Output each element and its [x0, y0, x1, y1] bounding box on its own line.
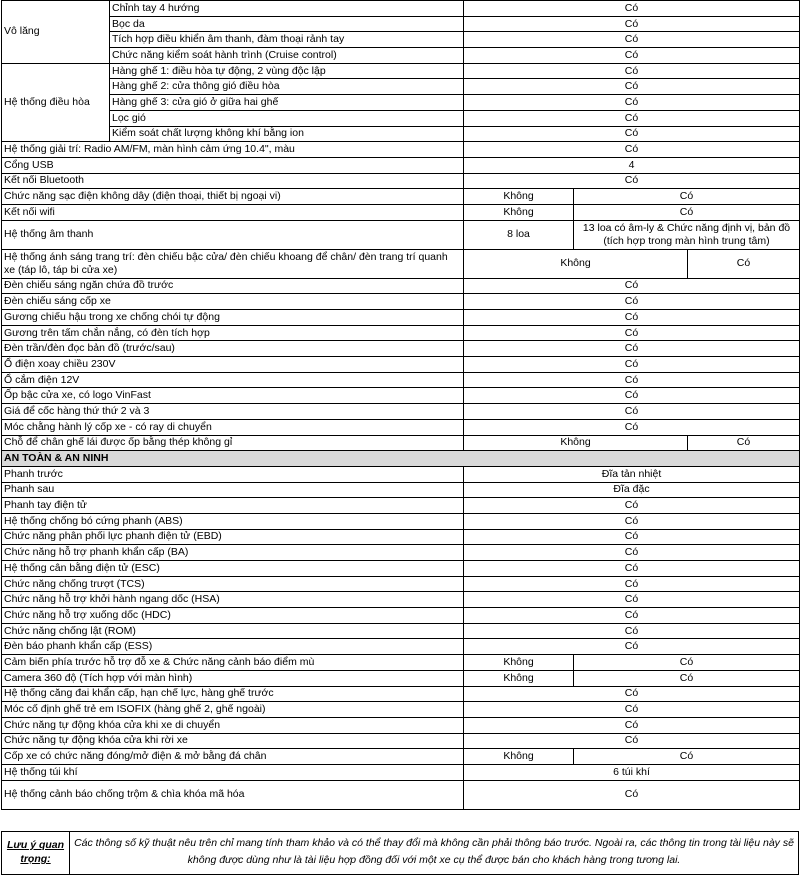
table-row	[2, 482, 800, 498]
table-row	[2, 294, 800, 310]
variant-b-value: 13 loa có âm-ly & Chức năng định vị, bản đồ (tích hợp trong màn hình trung tâm)	[574, 220, 800, 249]
table-row	[2, 404, 800, 420]
feature-label: Hệ thống giải trí: Radio AM/FM, màn hình cảm ứng 10.4", màu	[2, 142, 464, 158]
table-row	[2, 95, 800, 111]
table-row	[2, 16, 800, 32]
feature-value: Có	[464, 294, 800, 310]
table-row	[2, 733, 800, 749]
feature-value: Có	[464, 576, 800, 592]
feature-value: Có	[464, 419, 800, 435]
table-row	[2, 513, 800, 529]
feature-label: Hàng ghế 1: điều hòa tự động, 2 vùng độc lập	[110, 63, 464, 79]
feature-label: Phanh sau	[2, 482, 464, 498]
table-row	[2, 48, 800, 64]
feature-value: Có	[464, 310, 800, 326]
variant-a-value: Không	[464, 670, 574, 686]
table-row	[2, 204, 800, 220]
feature-label: Lọc gió	[110, 110, 464, 126]
feature-label: Camera 360 độ (Tích hợp với màn hình)	[2, 670, 464, 686]
feature-value: Có	[464, 126, 800, 142]
feature-label: Chức năng hỗ trợ xuống dốc (HDC)	[2, 608, 464, 624]
feature-label: Chức năng tự động khóa cửa khi rời xe	[2, 733, 464, 749]
table-row	[2, 419, 800, 435]
table-row	[2, 655, 800, 671]
feature-label: Hệ thống căng đai khẩn cấp, hạn chế lực, hàng ghế trước	[2, 686, 464, 702]
feature-label: Hệ thống cân bằng điện tử (ESC)	[2, 561, 464, 577]
variant-a-value: Không	[464, 249, 688, 278]
feature-value: Có	[464, 16, 800, 32]
table-row	[2, 764, 800, 780]
variant-a-value: Không	[464, 435, 688, 451]
feature-value: Có	[464, 623, 800, 639]
variant-a-value: Không	[464, 189, 574, 205]
table-row	[2, 780, 800, 809]
group-label-aircon: Hệ thống điều hòa	[2, 63, 110, 141]
table-row	[2, 357, 800, 373]
table-row	[2, 341, 800, 357]
feature-label: Móc cố định ghế trẻ em ISOFIX (hàng ghế 2, ghế ngoài)	[2, 702, 464, 718]
table-row	[2, 608, 800, 624]
disclaimer-label: Lưu ý quan trọng:	[2, 832, 70, 874]
feature-label: Hệ thống âm thanh	[2, 220, 464, 249]
feature-value: Có	[464, 173, 800, 189]
feature-label: Chỉnh tay 4 hướng	[110, 1, 464, 17]
variant-a-value: Không	[464, 749, 574, 765]
feature-label: Giá để cốc hàng thứ thứ 2 và 3	[2, 404, 464, 420]
feature-label: Hàng ghế 2: cửa thông gió điều hòa	[110, 79, 464, 95]
table-row	[2, 1, 800, 17]
feature-label: Hệ thống túi khí	[2, 764, 464, 780]
feature-label: Hệ thống chống bó cứng phanh (ABS)	[2, 513, 464, 529]
feature-label: Hệ thống ánh sáng trang trí: đèn chiếu bậc cửa/ đèn chiếu khoang để chân/ đèn trang trí quanh xe (táp lô, táp bi cửa xe)	[2, 249, 464, 278]
disclaimer-text: Các thông số kỹ thuật nêu trên chỉ mang tính tham khảo và có thể thay đổi mà không cần phải thông báo trước. Ngoài ra, các thông tin trong tài liệu này sẽ không được dùng như là tài liệu hợp đồng đối với một xe cụ thể được bán cho khách hàng trong tương lai.	[74, 837, 794, 866]
table-row	[2, 717, 800, 733]
table-row	[2, 686, 800, 702]
table-row	[2, 466, 800, 482]
feature-label: Đèn trần/đèn đọc bản đồ (trước/sau)	[2, 341, 464, 357]
table-row	[2, 325, 800, 341]
variant-b-value: Có	[688, 249, 800, 278]
table-row	[2, 63, 800, 79]
feature-value: Có	[464, 529, 800, 545]
table-row	[2, 126, 800, 142]
table-row	[2, 623, 800, 639]
feature-label: Kết nối Bluetooth	[2, 173, 464, 189]
feature-label: Bọc da	[110, 16, 464, 32]
feature-label: Ổ cắm điện 12V	[2, 372, 464, 388]
table-row	[2, 249, 800, 278]
table-row	[2, 576, 800, 592]
group-label-steering: Vô lăng	[2, 1, 110, 64]
feature-value: Có	[464, 388, 800, 404]
feature-value: Có	[464, 95, 800, 111]
feature-value: Có	[464, 513, 800, 529]
table-row	[2, 157, 800, 173]
feature-value: Có	[464, 142, 800, 158]
feature-label: Kiểm soát chất lượng không khí bằng ion	[110, 126, 464, 142]
feature-value: Có	[464, 780, 800, 809]
variant-b-value: Có	[574, 749, 800, 765]
feature-label: Chức năng chống trượt (TCS)	[2, 576, 464, 592]
variant-b-value: Có	[574, 204, 800, 220]
table-row	[2, 670, 800, 686]
variant-b-value: Có	[574, 670, 800, 686]
table-row	[2, 32, 800, 48]
feature-label: Phanh trước	[2, 466, 464, 482]
table-row	[2, 220, 800, 249]
feature-label: Hàng ghế 3: cửa gió ở giữa hai ghế	[110, 95, 464, 111]
section-title-security: AN TOÀN & AN NINH	[2, 451, 800, 467]
table-row	[2, 79, 800, 95]
table-row	[2, 561, 800, 577]
feature-value: Có	[464, 639, 800, 655]
feature-label: Cốp xe có chức năng đóng/mở điện & mở bằng đá chân	[2, 749, 464, 765]
feature-label: Gương chiếu hậu trong xe chống chói tự động	[2, 310, 464, 326]
feature-value: Có	[464, 561, 800, 577]
feature-label: Đèn báo phanh khẩn cấp (ESS)	[2, 639, 464, 655]
table-row	[2, 173, 800, 189]
feature-label: Cảm biến phía trước hỗ trợ đỗ xe & Chức năng cảnh báo điểm mù	[2, 655, 464, 671]
feature-label: Chỗ để chân ghế lái được ốp bằng thép không gỉ	[2, 435, 464, 451]
feature-label: Chức năng kiểm soát hành trình (Cruise control)	[110, 48, 464, 64]
feature-value: Có	[464, 1, 800, 17]
table-row	[2, 749, 800, 765]
feature-value: Đĩa tản nhiệt	[464, 466, 800, 482]
variant-b-value: Có	[574, 655, 800, 671]
variant-a-value: Không	[464, 655, 574, 671]
feature-value: Có	[464, 498, 800, 514]
feature-label: Chức năng hỗ trợ phanh khẩn cấp (BA)	[2, 545, 464, 561]
table-row	[2, 310, 800, 326]
feature-value: Có	[464, 278, 800, 294]
feature-value: Có	[464, 717, 800, 733]
feature-value: Đĩa đặc	[464, 482, 800, 498]
disclaimer-note	[1, 831, 799, 875]
table-row	[2, 278, 800, 294]
table-row	[2, 435, 800, 451]
feature-label: Tích hợp điều khiển âm thanh, đàm thoại rảnh tay	[110, 32, 464, 48]
feature-label: Chức năng tự động khóa cửa khi xe di chuyển	[2, 717, 464, 733]
table-row	[2, 142, 800, 158]
feature-label: Cổng USB	[2, 157, 464, 173]
variant-b-value: Có	[688, 435, 800, 451]
table-row	[2, 529, 800, 545]
feature-value: 6 túi khí	[464, 764, 800, 780]
feature-value: Có	[464, 63, 800, 79]
feature-label: Hệ thống cảnh báo chống trộm & chìa khóa mã hóa	[2, 780, 464, 809]
feature-value: Có	[464, 79, 800, 95]
table-row	[2, 639, 800, 655]
feature-value: Có	[464, 110, 800, 126]
table-row	[2, 545, 800, 561]
feature-value: Có	[464, 32, 800, 48]
feature-value: Có	[464, 733, 800, 749]
table-row	[2, 372, 800, 388]
section-header	[2, 451, 800, 467]
feature-value: Có	[464, 48, 800, 64]
feature-label: Chức năng hỗ trợ khởi hành ngang dốc (HSA)	[2, 592, 464, 608]
feature-label: Gương trên tấm chắn nắng, có đèn tích hợp	[2, 325, 464, 341]
feature-label: Ổ điện xoay chiều 230V	[2, 357, 464, 373]
feature-value: Có	[464, 545, 800, 561]
feature-value: Có	[464, 686, 800, 702]
table-row	[2, 189, 800, 205]
feature-label: Móc chằng hành lý cốp xe - có ray di chuyển	[2, 419, 464, 435]
feature-value: 4	[464, 157, 800, 173]
feature-label: Chức năng phân phối lực phanh điện tử (EBD)	[2, 529, 464, 545]
spec-table	[1, 0, 800, 810]
feature-label: Đèn chiếu sáng cốp xe	[2, 294, 464, 310]
feature-value: Có	[464, 404, 800, 420]
variant-a-value: Không	[464, 204, 574, 220]
feature-label: Chức năng sạc điện không dây (điện thoại, thiết bị ngoại vi)	[2, 189, 464, 205]
feature-value: Có	[464, 341, 800, 357]
table-row	[2, 388, 800, 404]
table-row	[2, 592, 800, 608]
feature-value: Có	[464, 372, 800, 388]
feature-label: Chức năng chống lật (ROM)	[2, 623, 464, 639]
feature-label: Kết nối wifi	[2, 204, 464, 220]
feature-value: Có	[464, 608, 800, 624]
feature-label: Đèn chiếu sáng ngăn chứa đồ trước	[2, 278, 464, 294]
feature-value: Có	[464, 702, 800, 718]
table-row	[2, 110, 800, 126]
feature-value: Có	[464, 357, 800, 373]
table-row	[2, 498, 800, 514]
feature-label: Ốp bậc cửa xe, có logo VinFast	[2, 388, 464, 404]
feature-value: Có	[464, 325, 800, 341]
table-row	[2, 702, 800, 718]
feature-value: Có	[464, 592, 800, 608]
variant-a-value: 8 loa	[464, 220, 574, 249]
feature-label: Phanh tay điện tử	[2, 498, 464, 514]
variant-b-value: Có	[574, 189, 800, 205]
